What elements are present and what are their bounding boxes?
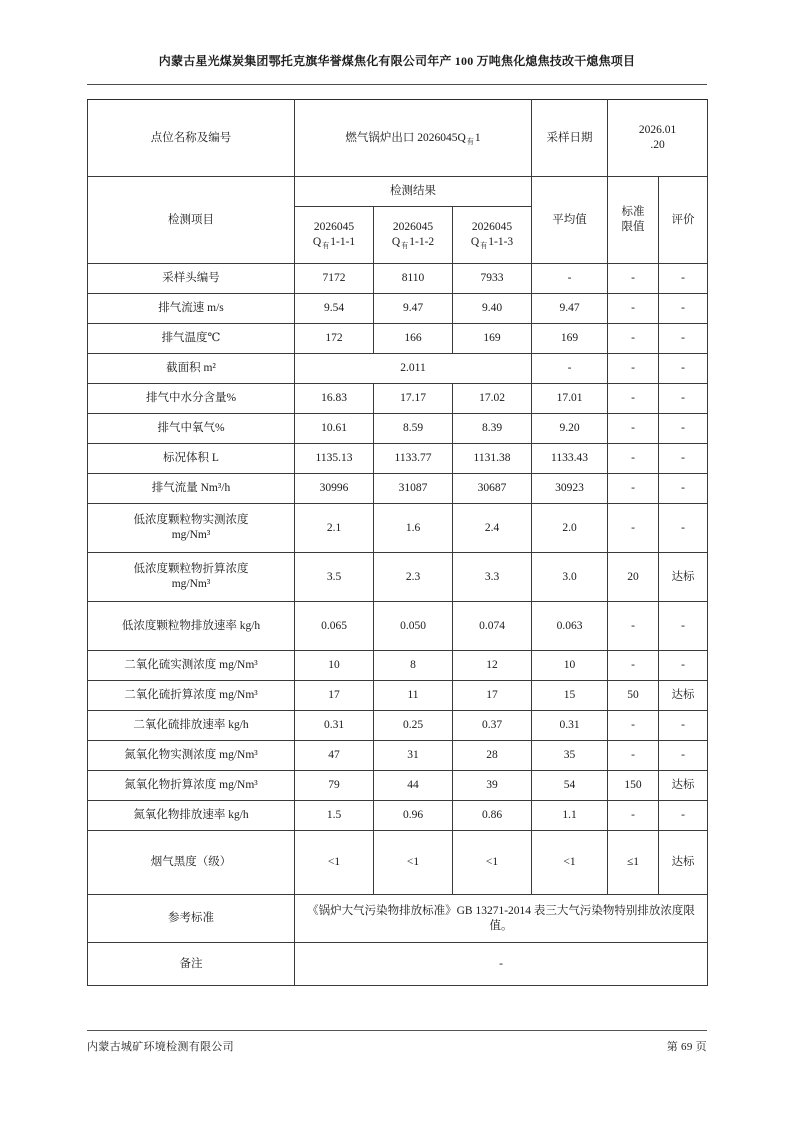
row-value-limit: - <box>608 294 659 324</box>
average-label: 平均值 <box>532 177 608 264</box>
row-value-2: 1.6 <box>374 504 453 553</box>
row-value-2: 1133.77 <box>374 444 453 474</box>
row-label: 氮氧化物折算浓度 mg/Nm³ <box>88 771 295 801</box>
row-label: 采样头编号 <box>88 264 295 294</box>
row-value-limit: - <box>608 602 659 651</box>
row-value-1: 1.5 <box>295 801 374 831</box>
row-value-limit: - <box>608 741 659 771</box>
row-value-average: 17.01 <box>532 384 608 414</box>
row-value-2: 44 <box>374 771 453 801</box>
point-value-sub: 有 <box>466 137 474 146</box>
row-value-evaluation: - <box>659 711 708 741</box>
row-label: 排气中水分含量% <box>88 384 295 414</box>
footer-company: 内蒙古城矿环境检测有限公司 <box>87 1041 234 1053</box>
row-value-1: 0.31 <box>295 711 374 741</box>
sample-id-2-sub: 有 <box>401 242 409 251</box>
table-row-results-group-header <box>88 177 708 207</box>
header-divider <box>87 84 707 85</box>
reference-standard-value: 《锅炉大气污染物排放标准》GB 13271-2014 表三大气污染物特别排放浓度限值。 <box>295 895 708 943</box>
row-label: 排气流量 Nm³/h <box>88 474 295 504</box>
row-value-limit: 50 <box>608 681 659 711</box>
sample-id-3-sub: 有 <box>480 242 488 251</box>
row-value-evaluation: - <box>659 384 708 414</box>
row-label: 标况体积 L <box>88 444 295 474</box>
row-value-2: 17.17 <box>374 384 453 414</box>
row-value-average: - <box>532 264 608 294</box>
row-label: 二氧化硫实测浓度 mg/Nm³ <box>88 651 295 681</box>
table-row <box>88 264 708 294</box>
sample-id-3 <box>453 207 532 264</box>
row-value-3: 30687 <box>453 474 532 504</box>
row-value-3: 0.86 <box>453 801 532 831</box>
row-value-average: 169 <box>532 324 608 354</box>
table-row <box>88 504 708 553</box>
point-value-prefix: 燃气锅炉出口 2026045Q <box>345 131 466 144</box>
table-row <box>88 414 708 444</box>
row-label: 二氧化硫折算浓度 mg/Nm³ <box>88 681 295 711</box>
row-value-1: 10 <box>295 651 374 681</box>
row-value-evaluation: - <box>659 741 708 771</box>
document-header <box>87 52 707 70</box>
row-label: 低浓度颗粒物折算浓度 mg/Nm³ <box>88 553 295 602</box>
row-value-1: 0.065 <box>295 602 374 651</box>
row-value-evaluation: 达标 <box>659 771 708 801</box>
sample-date-line2: .20 <box>650 139 665 151</box>
row-value-limit: ≤1 <box>608 831 659 895</box>
row-value-average: 35 <box>532 741 608 771</box>
footer-divider <box>87 1030 707 1031</box>
row-value-average: 9.20 <box>532 414 608 444</box>
row-value-average: 1.1 <box>532 801 608 831</box>
row-value-evaluation: - <box>659 264 708 294</box>
sample-date-value <box>608 100 708 177</box>
remark-label: 备注 <box>88 943 295 986</box>
row-value-evaluation: 达标 <box>659 553 708 602</box>
results-group-label: 检测结果 <box>295 177 532 207</box>
row-value-average: 1133.43 <box>532 444 608 474</box>
row-value-3: 17.02 <box>453 384 532 414</box>
reference-standard-label: 参考标准 <box>88 895 295 943</box>
row-value-average: 3.0 <box>532 553 608 602</box>
row-value-limit: - <box>608 264 659 294</box>
table-row-remark <box>88 943 708 986</box>
row-value-1: 9.54 <box>295 294 374 324</box>
row-value-limit: - <box>608 474 659 504</box>
row-value-evaluation: - <box>659 354 708 384</box>
row-value-3: 169 <box>453 324 532 354</box>
row-value-2: 166 <box>374 324 453 354</box>
row-value-1: 16.83 <box>295 384 374 414</box>
row-value-3: 3.3 <box>453 553 532 602</box>
row-value-1: 7172 <box>295 264 374 294</box>
sample-id-2-tail: 1-1-2 <box>409 236 435 248</box>
row-value-1: 172 <box>295 324 374 354</box>
sample-id-3-line1: 2026045 <box>471 221 513 233</box>
row-value-average: 0.063 <box>532 602 608 651</box>
row-value-merged: 2.011 <box>295 354 532 384</box>
row-label: 烟气黑度（级） <box>88 831 295 895</box>
emission-report-table <box>87 99 708 986</box>
table-row <box>88 384 708 414</box>
row-value-3: 0.37 <box>453 711 532 741</box>
row-label: 低浓度颗粒物实测浓度 mg/Nm³ <box>88 504 295 553</box>
remark-value: - <box>295 943 708 986</box>
row-value-2: 9.47 <box>374 294 453 324</box>
row-label: 截面积 m² <box>88 354 295 384</box>
row-value-2: 8 <box>374 651 453 681</box>
row-value-average: 54 <box>532 771 608 801</box>
row-value-average: 30923 <box>532 474 608 504</box>
row-value-1: 17 <box>295 681 374 711</box>
row-value-3: 1131.38 <box>453 444 532 474</box>
row-value-average: 9.47 <box>532 294 608 324</box>
evaluation-label: 评价 <box>659 177 708 264</box>
sample-id-3-tail: 1-1-3 <box>488 236 514 248</box>
table-row <box>88 602 708 651</box>
row-value-1: <1 <box>295 831 374 895</box>
document-footer <box>87 1038 707 1054</box>
row-value-1: 79 <box>295 771 374 801</box>
table-row <box>88 354 708 384</box>
table-row <box>88 771 708 801</box>
sample-id-1 <box>295 207 374 264</box>
row-value-evaluation: 达标 <box>659 831 708 895</box>
table-row <box>88 294 708 324</box>
row-value-3: <1 <box>453 831 532 895</box>
row-value-1: 10.61 <box>295 414 374 444</box>
row-value-1: 3.5 <box>295 553 374 602</box>
sample-id-1-line1: 2026045 <box>313 221 355 233</box>
row-value-3: 2.4 <box>453 504 532 553</box>
row-value-3: 8.39 <box>453 414 532 444</box>
row-value-2: 31 <box>374 741 453 771</box>
row-value-average: <1 <box>532 831 608 895</box>
sample-id-2-q: Q <box>391 236 401 248</box>
sample-id-3-line2 <box>455 235 529 250</box>
limit-label-line2: 限值 <box>621 221 645 233</box>
table-row <box>88 801 708 831</box>
table-row <box>88 711 708 741</box>
row-value-evaluation: - <box>659 444 708 474</box>
row-value-evaluation: - <box>659 414 708 444</box>
table-row <box>88 553 708 602</box>
sample-id-2 <box>374 207 453 264</box>
row-value-3: 39 <box>453 771 532 801</box>
limit-label <box>608 177 659 264</box>
row-value-3: 12 <box>453 651 532 681</box>
row-value-limit: - <box>608 651 659 681</box>
sample-date-label: 采样日期 <box>532 100 608 177</box>
row-value-average: 2.0 <box>532 504 608 553</box>
table-row <box>88 324 708 354</box>
row-value-limit: 150 <box>608 771 659 801</box>
sample-id-2-line1: 2026045 <box>392 221 434 233</box>
limit-label-line1: 标准 <box>621 206 645 218</box>
row-value-average: - <box>532 354 608 384</box>
point-name-value <box>295 100 532 177</box>
row-value-2: 0.25 <box>374 711 453 741</box>
row-value-limit: - <box>608 384 659 414</box>
row-label: 氮氧化物排放速率 kg/h <box>88 801 295 831</box>
sample-id-3-q: Q <box>470 236 480 248</box>
table-row <box>88 474 708 504</box>
item-label: 检测项目 <box>88 177 295 264</box>
row-value-1: 47 <box>295 741 374 771</box>
row-value-average: 15 <box>532 681 608 711</box>
row-value-limit: - <box>608 444 659 474</box>
row-value-1: 30996 <box>295 474 374 504</box>
row-value-3: 0.074 <box>453 602 532 651</box>
row-value-2: 0.96 <box>374 801 453 831</box>
row-value-2: 8110 <box>374 264 453 294</box>
row-value-evaluation: - <box>659 602 708 651</box>
sample-id-1-line2 <box>297 235 371 250</box>
row-value-2: 0.050 <box>374 602 453 651</box>
row-label: 排气温度℃ <box>88 324 295 354</box>
table-row <box>88 741 708 771</box>
row-value-evaluation: - <box>659 294 708 324</box>
row-label: 低浓度颗粒物排放速率 kg/h <box>88 602 295 651</box>
row-value-limit: - <box>608 711 659 741</box>
row-label: 二氧化硫排放速率 kg/h <box>88 711 295 741</box>
row-value-limit: - <box>608 354 659 384</box>
row-value-2: 2.3 <box>374 553 453 602</box>
row-label: 排气中氧气% <box>88 414 295 444</box>
table-row-point-info <box>88 100 708 177</box>
row-value-2: 11 <box>374 681 453 711</box>
table-row <box>88 681 708 711</box>
table-row <box>88 651 708 681</box>
sample-id-2-line2 <box>376 235 450 250</box>
row-value-3: 9.40 <box>453 294 532 324</box>
row-value-evaluation: - <box>659 801 708 831</box>
row-value-limit: 20 <box>608 553 659 602</box>
sample-id-1-sub: 有 <box>322 242 330 251</box>
sample-id-1-tail: 1-1-1 <box>330 236 356 248</box>
row-value-2: 31087 <box>374 474 453 504</box>
point-name-label: 点位名称及编号 <box>88 100 295 177</box>
row-label: 氮氧化物实测浓度 mg/Nm³ <box>88 741 295 771</box>
row-value-limit: - <box>608 504 659 553</box>
row-value-evaluation: 达标 <box>659 681 708 711</box>
point-value-suffix: 1 <box>474 131 481 144</box>
row-value-average: 0.31 <box>532 711 608 741</box>
page-title: 内蒙古星光煤炭集团鄂托克旗华誉煤焦化有限公司年产 100 万吨焦化熄焦技改干熄焦项目 <box>158 54 636 68</box>
row-value-3: 7933 <box>453 264 532 294</box>
sample-id-1-q: Q <box>312 236 322 248</box>
row-value-3: 17 <box>453 681 532 711</box>
table-row <box>88 444 708 474</box>
row-value-1: 1135.13 <box>295 444 374 474</box>
row-value-evaluation: - <box>659 474 708 504</box>
row-value-evaluation: - <box>659 324 708 354</box>
sample-date-line1: 2026.01 <box>638 124 677 136</box>
row-value-limit: - <box>608 414 659 444</box>
row-value-1: 2.1 <box>295 504 374 553</box>
row-value-average: 10 <box>532 651 608 681</box>
row-value-evaluation: - <box>659 651 708 681</box>
row-value-3: 28 <box>453 741 532 771</box>
footer-page-number: 第 69 页 <box>666 1041 707 1053</box>
row-value-limit: - <box>608 324 659 354</box>
table-row-reference-standard <box>88 895 708 943</box>
row-label: 排气流速 m/s <box>88 294 295 324</box>
row-value-2: <1 <box>374 831 453 895</box>
table-row <box>88 831 708 895</box>
row-value-2: 8.59 <box>374 414 453 444</box>
row-value-limit: - <box>608 801 659 831</box>
row-value-evaluation: - <box>659 504 708 553</box>
